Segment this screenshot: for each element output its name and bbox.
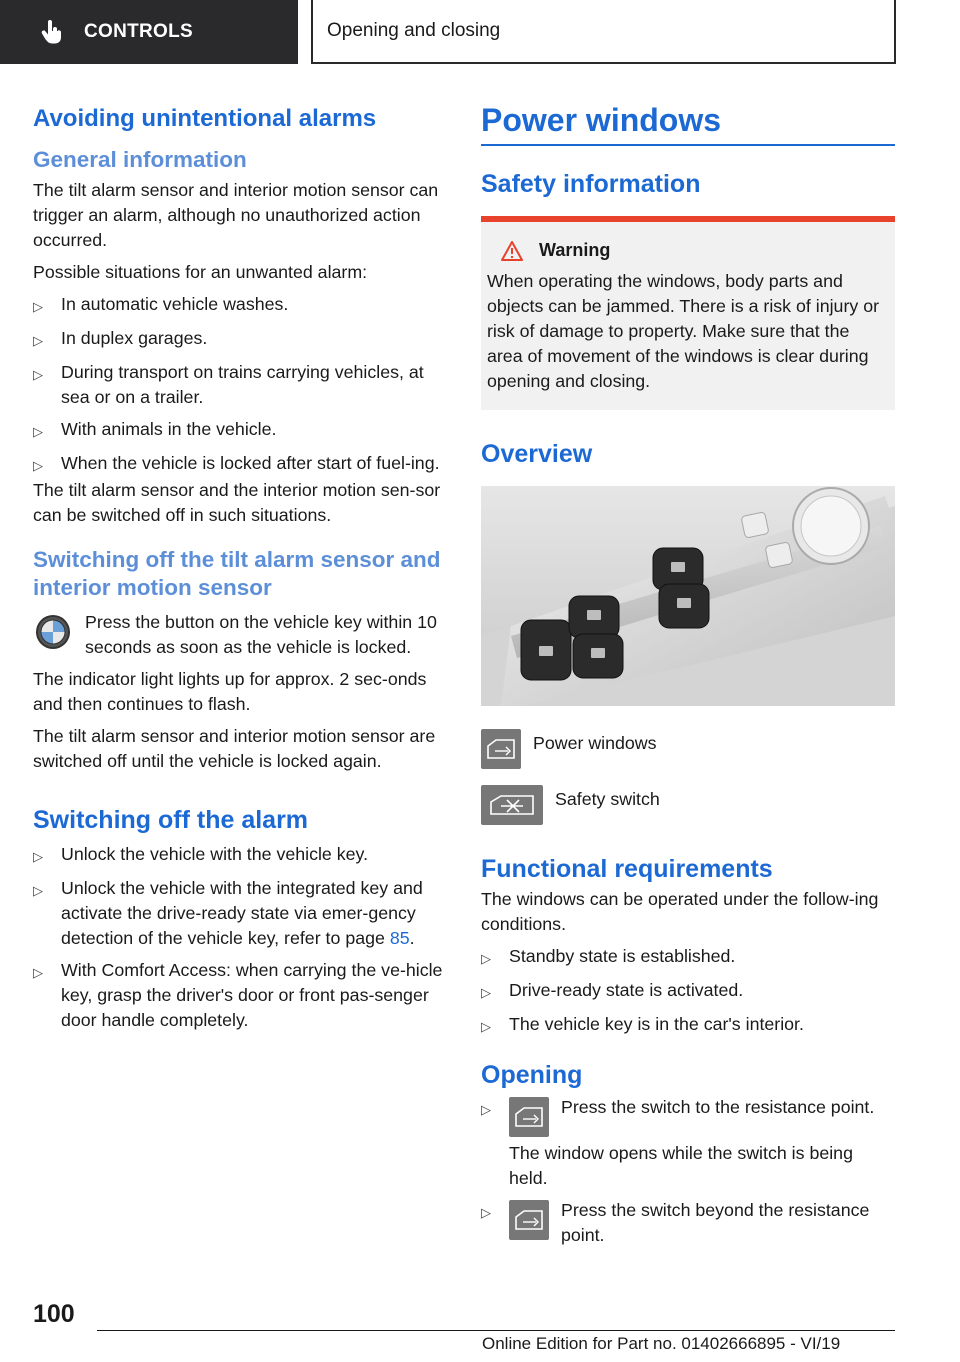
window-switch-panel-photo xyxy=(481,486,895,706)
section-tab xyxy=(0,0,298,64)
arrow-bullet-icon: ▷ xyxy=(33,424,43,439)
list-item: ▷ In automatic vehicle washes. xyxy=(33,292,450,319)
arrow-bullet-icon: ▷ xyxy=(481,951,491,966)
paragraph-press-button: Press the button on the vehicle key within 10 seconds as soon as the vehicle is locked. xyxy=(33,610,450,660)
footer-divider xyxy=(97,1330,895,1331)
bmw-key-button-icon xyxy=(35,614,71,650)
paragraph-off-until: The tilt alarm sensor and interior motion sensor are switched off until the vehicle is locked again. xyxy=(33,726,436,771)
heading-rule xyxy=(481,144,895,146)
hand-pointer-icon xyxy=(40,19,66,45)
list-item: ▷ During transport on trains carrying vehicles, at sea or on a trailer. xyxy=(33,360,450,410)
left-column xyxy=(33,100,450,1040)
heading-power-windows: Power windows xyxy=(481,102,722,138)
heading-switch-off-alarm: Switching off the alarm xyxy=(33,806,309,834)
list-item: ▷ With animals in the vehicle. xyxy=(33,417,450,444)
heading-safety-information: Safety information xyxy=(481,170,701,198)
paragraph-general: The tilt alarm sensor and interior motion sensor can trigger an alarm, although no unauthorized action occurred. xyxy=(33,180,439,250)
arrow-bullet-icon: ▷ xyxy=(33,299,43,314)
arrow-bullet-icon: ▷ xyxy=(481,1019,491,1034)
list-item: ▷ In duplex garages. xyxy=(33,326,450,353)
list-item: ▷ Drive-ready state is activated. xyxy=(481,978,895,1005)
heading-opening: Opening xyxy=(481,1061,583,1089)
legend-safety-switch: Safety switch xyxy=(481,785,895,825)
warning-header xyxy=(487,240,887,261)
arrow-bullet-icon: ▷ xyxy=(33,458,43,473)
warning-box xyxy=(481,216,895,410)
arrow-bullet-icon: ▷ xyxy=(33,333,43,348)
chapter-label: Opening and closing xyxy=(327,20,501,41)
situations-list xyxy=(33,292,450,478)
list-item: ▷ Press the switch beyond the resistance point. xyxy=(481,1198,895,1248)
list-item: ▷ Press the switch to the resistance point. The window opens while the switch is being held. xyxy=(481,1095,895,1191)
arrow-bullet-icon: ▷ xyxy=(33,965,43,980)
warning-title: Warning xyxy=(539,240,611,260)
paragraph-indicator: The indicator light lights up for approx. 2 sec-onds and then continues to flash. xyxy=(33,669,427,714)
safety-switch-icon xyxy=(481,785,543,825)
paragraph-possible: Possible situations for an unwanted alarm: xyxy=(33,262,368,282)
list-item: ▷ Unlock the vehicle with the integrated key and activate the drive-ready state via emer-gency detection of the vehicle key, refer to page 85. xyxy=(33,876,450,951)
arrow-bullet-icon: ▷ xyxy=(481,1102,491,1117)
list-item: ▷ Unlock the vehicle with the vehicle key. xyxy=(33,842,450,869)
heading-general-information: General information xyxy=(33,147,247,172)
warning-text: When operating the windows, body parts and objects can be jammed. There is a risk of injury or risk of damage to property. Make sure that the area of movement of the windows is clear during opening and closing. xyxy=(487,271,880,391)
arrow-bullet-icon: ▷ xyxy=(33,367,43,382)
arrow-bullet-icon: ▷ xyxy=(33,883,43,898)
chapter-tab xyxy=(311,0,896,64)
list-item: ▷ The vehicle key is in the car's interior. xyxy=(481,1012,895,1039)
arrow-bullet-icon: ▷ xyxy=(481,1205,491,1220)
arrow-bullet-icon: ▷ xyxy=(481,985,491,1000)
list-item: ▷ With Comfort Access: when carrying the ve-hicle key, grasp the driver's door or front pas-senger door handle completely. xyxy=(33,958,450,1033)
section-label: CONTROLS xyxy=(84,21,194,42)
legend-power-windows: Power windows xyxy=(481,729,895,769)
arrow-bullet-icon: ▷ xyxy=(33,849,43,864)
list-item: ▷ Standby state is established. xyxy=(481,944,895,971)
paragraph-functional: The windows can be operated under the follow-ing conditions. xyxy=(481,889,879,934)
power-window-switch-icon xyxy=(509,1200,549,1240)
heading-overview: Overview xyxy=(481,440,593,468)
page-reference-link[interactable]: 85 xyxy=(389,928,410,948)
warning-triangle-icon xyxy=(501,241,523,261)
edition-note: Online Edition for Part no. 01402666895 - VI/19 xyxy=(482,1334,841,1353)
heading-avoiding-alarms: Avoiding unintentional alarms xyxy=(33,105,377,132)
power-window-switch-icon xyxy=(481,729,521,769)
right-column xyxy=(481,100,895,1255)
list-item: ▷ When the vehicle is locked after start of fuel-ing. xyxy=(33,451,450,478)
heading-switch-off-sensor: Switching off the tilt alarm sensor and interior motion sensor xyxy=(33,547,441,600)
power-window-switch-icon xyxy=(509,1097,549,1137)
heading-functional-requirements: Functional requirements xyxy=(481,855,773,883)
paragraph-switchable: The tilt alarm sensor and the interior motion sen-sor can be switched off in such situations. xyxy=(33,480,441,525)
page-number: 100 xyxy=(33,1300,75,1328)
